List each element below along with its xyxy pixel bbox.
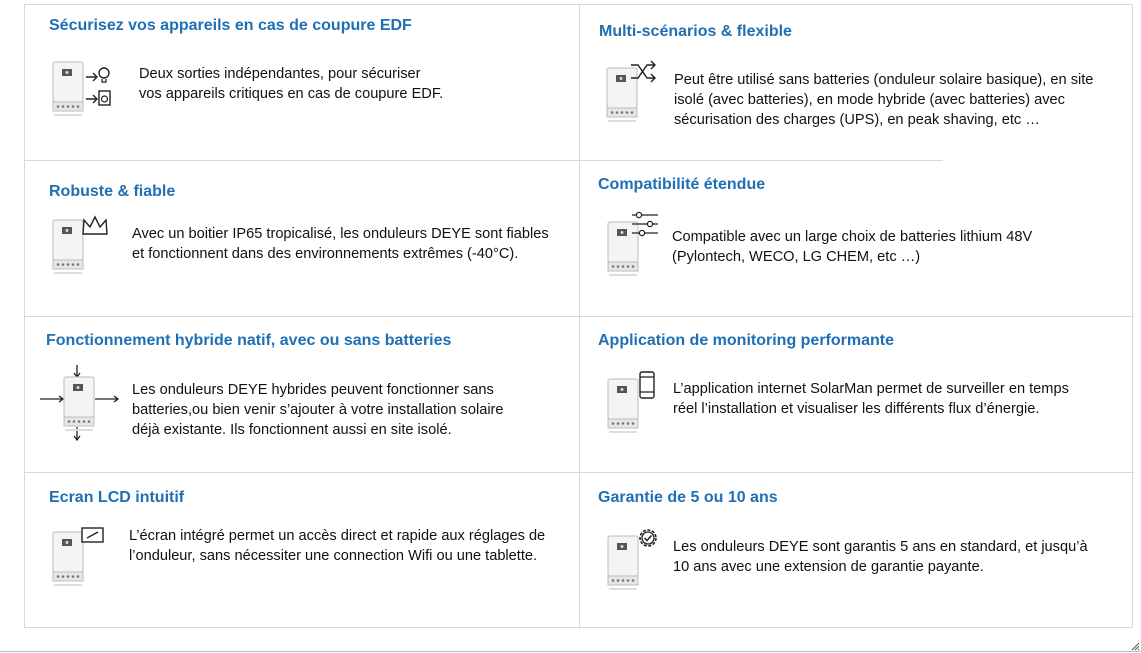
cell-title: Multi-scénarios & flexible <box>599 23 792 40</box>
crown-icon <box>81 214 109 238</box>
cell-description <box>139 64 559 104</box>
cell-title: Robuste & fiable <box>49 183 176 200</box>
cell-title: Garantie de 5 ou 10 ans <box>598 489 778 506</box>
cell-description <box>672 227 1112 267</box>
inverter-icon <box>63 376 95 432</box>
cell-description <box>129 526 574 566</box>
cell-description <box>132 380 572 440</box>
cell-line: L’application internet SolarMan permet de surveiller en temps <box>673 381 1069 397</box>
cell-line: déjà existante. Ils fonctionnent aussi en site isolé. <box>132 422 452 438</box>
cell-description <box>673 379 1123 419</box>
resize-handle-icon[interactable] <box>1131 642 1140 651</box>
feature-cell-power-backup <box>25 5 578 160</box>
cell-line: L’écran intégré permet un accès direct et rapide aux réglages de <box>129 528 546 544</box>
smartphone-icon <box>638 371 656 399</box>
cell-line: et fonctionnent dans des environnements extrêmes (-40°C). <box>132 246 519 262</box>
cell-description <box>132 224 572 264</box>
page-bottom-edge <box>0 651 1141 652</box>
feature-cell-compatibility <box>579 161 1133 316</box>
cell-line: Deux sorties indépendantes, pour sécuriser <box>139 66 421 82</box>
cell-line: batteries,ou bien venir s’ajouter à votre installation solaire <box>132 402 504 418</box>
cell-description <box>673 537 1123 577</box>
feature-cell-hybrid <box>25 317 578 472</box>
feature-cell-robust <box>25 161 578 316</box>
display-screen-icon <box>81 527 105 545</box>
shuffle-arrows-icon <box>630 60 658 84</box>
cell-line: isolé (avec batteries), en mode hybride (avec batteries) avec <box>674 92 1065 108</box>
cell-title: Ecran LCD intuitif <box>49 489 185 506</box>
cell-title: Application de monitoring performante <box>598 332 895 349</box>
inverter-icon <box>52 219 84 275</box>
cell-line: sécurisation des charges (UPS), en peak shaving, etc … <box>674 112 1040 128</box>
cell-line: Avec un boitier IP65 tropicalisé, les onduleurs DEYE sont fiables <box>132 226 549 242</box>
cell-title: Sécurisez vos appareils en cas de coupure EDF <box>49 17 412 34</box>
cell-line: Compatible avec un large choix de batteries lithium 48V <box>672 229 1033 245</box>
cell-line: Les onduleurs DEYE hybrides peuvent fonctionner sans <box>132 382 494 398</box>
cell-title: Compatibilité étendue <box>598 176 766 193</box>
feature-cell-lcd <box>25 473 578 628</box>
cell-title: Fonctionnement hybride natif, avec ou sans batteries <box>46 332 452 349</box>
cell-line: Les onduleurs DEYE sont garantis 5 ans en standard, et jusqu’à <box>673 539 1088 555</box>
cell-line: l’onduleur, sans nécessiter une connection Wifi ou une tablette. <box>129 548 538 564</box>
inverter-icon <box>52 61 84 117</box>
feature-cell-warranty <box>579 473 1133 628</box>
inverter-icon <box>52 531 84 587</box>
cell-line: vos appareils critiques en cas de coupure EDF. <box>139 86 444 102</box>
cell-line: (Pylontech, WECO, LG CHEM, etc …) <box>672 249 921 265</box>
cell-description <box>674 70 1129 130</box>
cell-line: 10 ans avec une extension de garantie payante. <box>673 559 984 575</box>
cell-line: réel l’installation et visualiser les différents flux d’énergie. <box>673 401 1040 417</box>
cell-line: Peut être utilisé sans batteries (onduleur solaire basique), en site <box>674 72 1094 88</box>
feature-cell-monitoring <box>579 317 1133 472</box>
gear-check-icon <box>635 525 661 551</box>
feature-cell-multi-scenario <box>579 5 1133 160</box>
sliders-icon <box>631 211 659 237</box>
inverter-icon <box>607 378 639 434</box>
plug-lightbulb-appliance-icon <box>84 63 112 111</box>
